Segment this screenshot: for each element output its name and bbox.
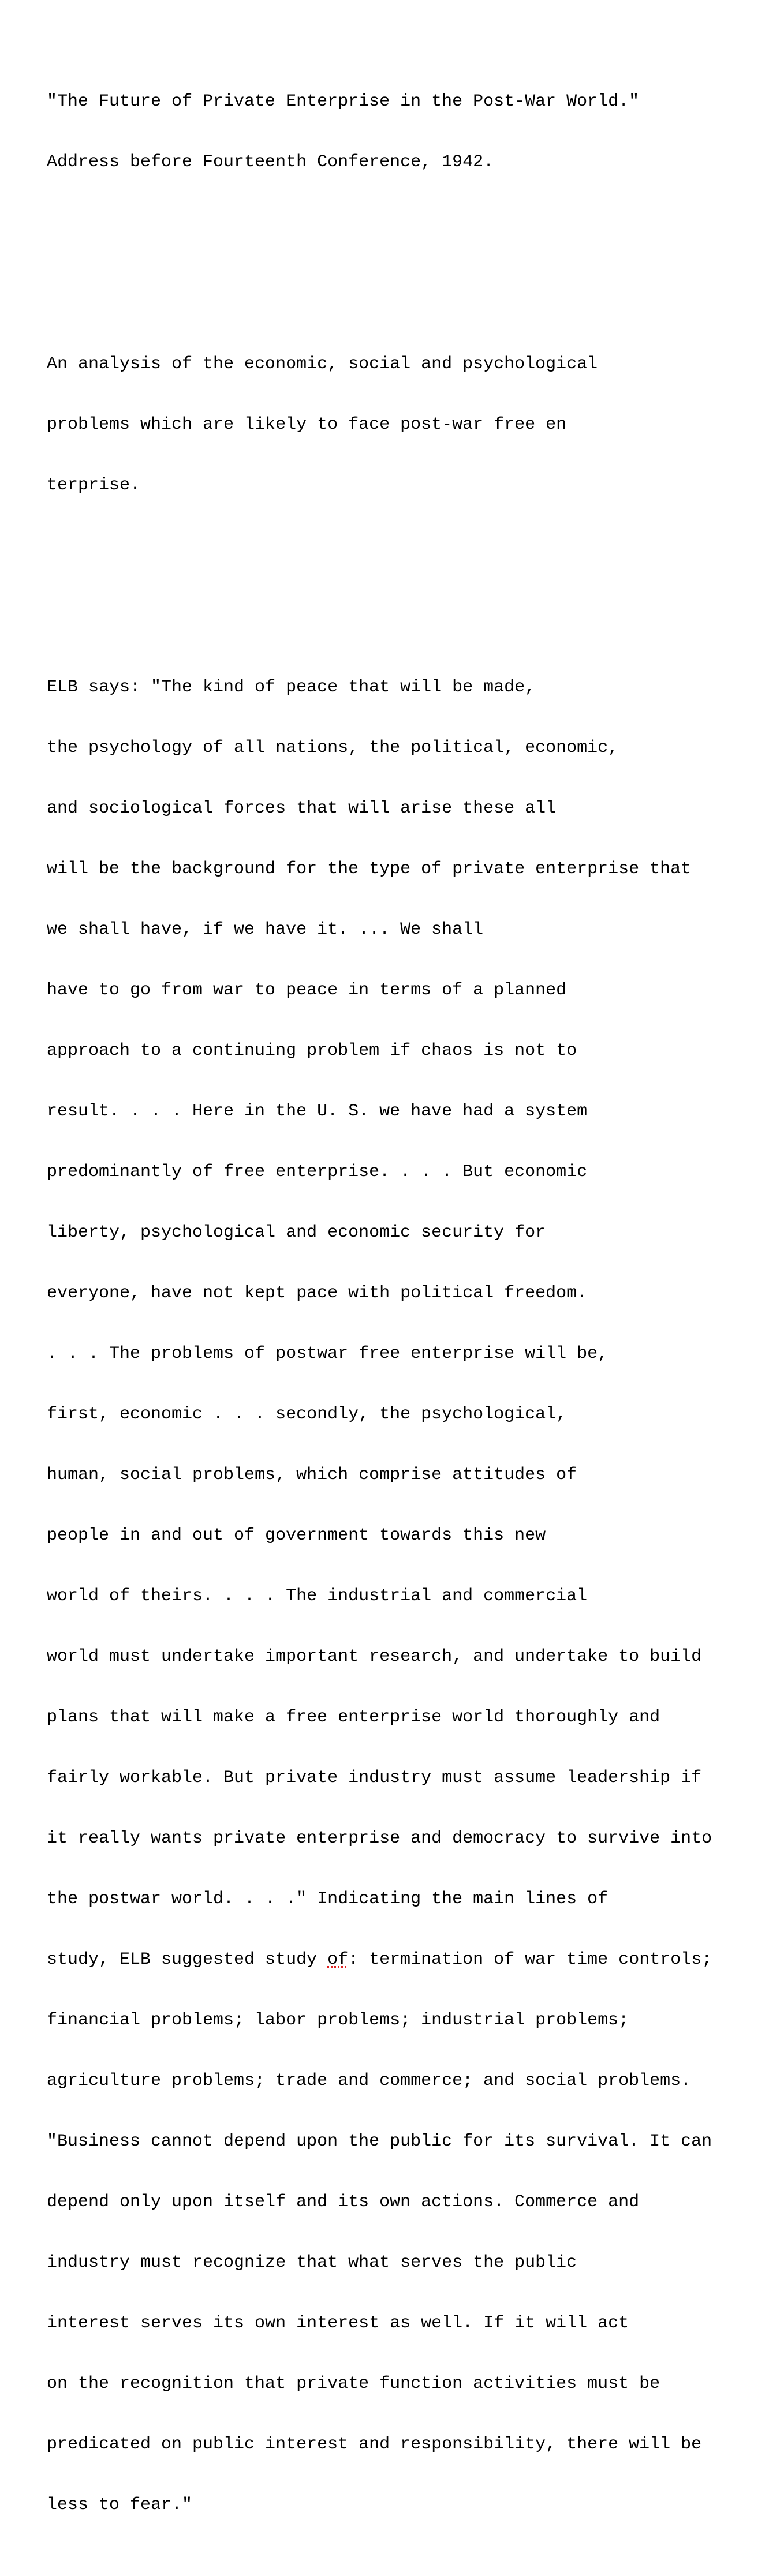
blank-line	[47, 253, 712, 274]
body-line: world of theirs. . . . The industrial and commercial	[47, 1586, 588, 1606]
body-line: liberty, psychological and economic security for	[47, 1223, 546, 1242]
body-line: predicated on public interest and responsibility, there will be	[47, 2435, 702, 2454]
body-line: it really wants private enterprise and democracy to survive into	[47, 1829, 712, 1848]
body-line: approach to a continuing problem if chaos is not to	[47, 1041, 577, 1061]
document-title: "The Future of Private Enterprise in the Post-War World."	[47, 92, 640, 111]
quote-paragraph	[47, 637, 712, 2556]
body-line: agriculture problems; trade and commerce; and social problems.	[47, 2071, 692, 2091]
body-line: plans that will make a free enterprise world thoroughly and	[47, 1708, 660, 1727]
body-line: first, economic . . . secondly, the psychological,	[47, 1405, 567, 1424]
body-line: on the recognition that private function activities must be	[47, 2374, 660, 2394]
body-line-end: : termination of war time controls;	[348, 1950, 712, 1970]
body-line: will be the background for the type of private enterprise that	[47, 859, 692, 879]
body-line: financial problems; labor problems; industrial problems;	[47, 2010, 629, 2030]
summary-line: terprise.	[47, 475, 141, 495]
title-block	[47, 51, 712, 213]
body-line: predominantly of free enterprise. . . . But economic	[47, 1162, 588, 1182]
body-line: ELB says: "The kind of peace that will be made,	[47, 677, 536, 697]
body-line-with-spellcheck	[47, 1950, 712, 1970]
body-line: industry must recognize that what serves the public	[47, 2253, 577, 2272]
body-line: and sociological forces that will arise these all	[47, 799, 557, 818]
summary-paragraph	[47, 314, 712, 536]
body-line: the psychology of all nations, the political, economic,	[47, 738, 619, 758]
body-line: less to fear."	[47, 2495, 193, 2515]
body-line: interest serves its own interest as well. If it will act	[47, 2313, 629, 2333]
spellcheck-flagged-word[interactable]: of	[327, 1950, 349, 1970]
body-line: human, social problems, which comprise attitudes of	[47, 1465, 577, 1485]
body-line: result. . . . Here in the U. S. we have had a system	[47, 1102, 588, 1121]
document-body	[47, 11, 712, 2576]
body-line: the postwar world. . . ." Indicating the main lines of	[47, 1889, 608, 1909]
summary-line: An analysis of the economic, social and psychological	[47, 354, 598, 374]
body-line: fairly workable. But private industry must assume leadership if	[47, 1768, 702, 1788]
body-line: people in and out of government towards this new	[47, 1526, 546, 1545]
document-subtitle: Address before Fourteenth Conference, 1942.	[47, 152, 494, 172]
body-line: we shall have, if we have it. ... We shall	[47, 920, 484, 939]
body-line: . . . The problems of postwar free enterprise will be,	[47, 1344, 608, 1364]
blank-line	[47, 576, 712, 597]
summary-line: problems which are likely to face post-war free en	[47, 415, 567, 435]
body-line: depend only upon itself and its own actions. Commerce and	[47, 2192, 640, 2212]
body-line-start: study, ELB suggested study	[47, 1950, 328, 1970]
body-line: "Business cannot depend upon the public for its survival. It can	[47, 2132, 712, 2151]
body-line: everyone, have not kept pace with political freedom.	[47, 1283, 588, 1303]
body-line: world must undertake important research, and undertake to build	[47, 1647, 702, 1667]
body-line: have to go from war to peace in terms of a planned	[47, 980, 567, 1000]
